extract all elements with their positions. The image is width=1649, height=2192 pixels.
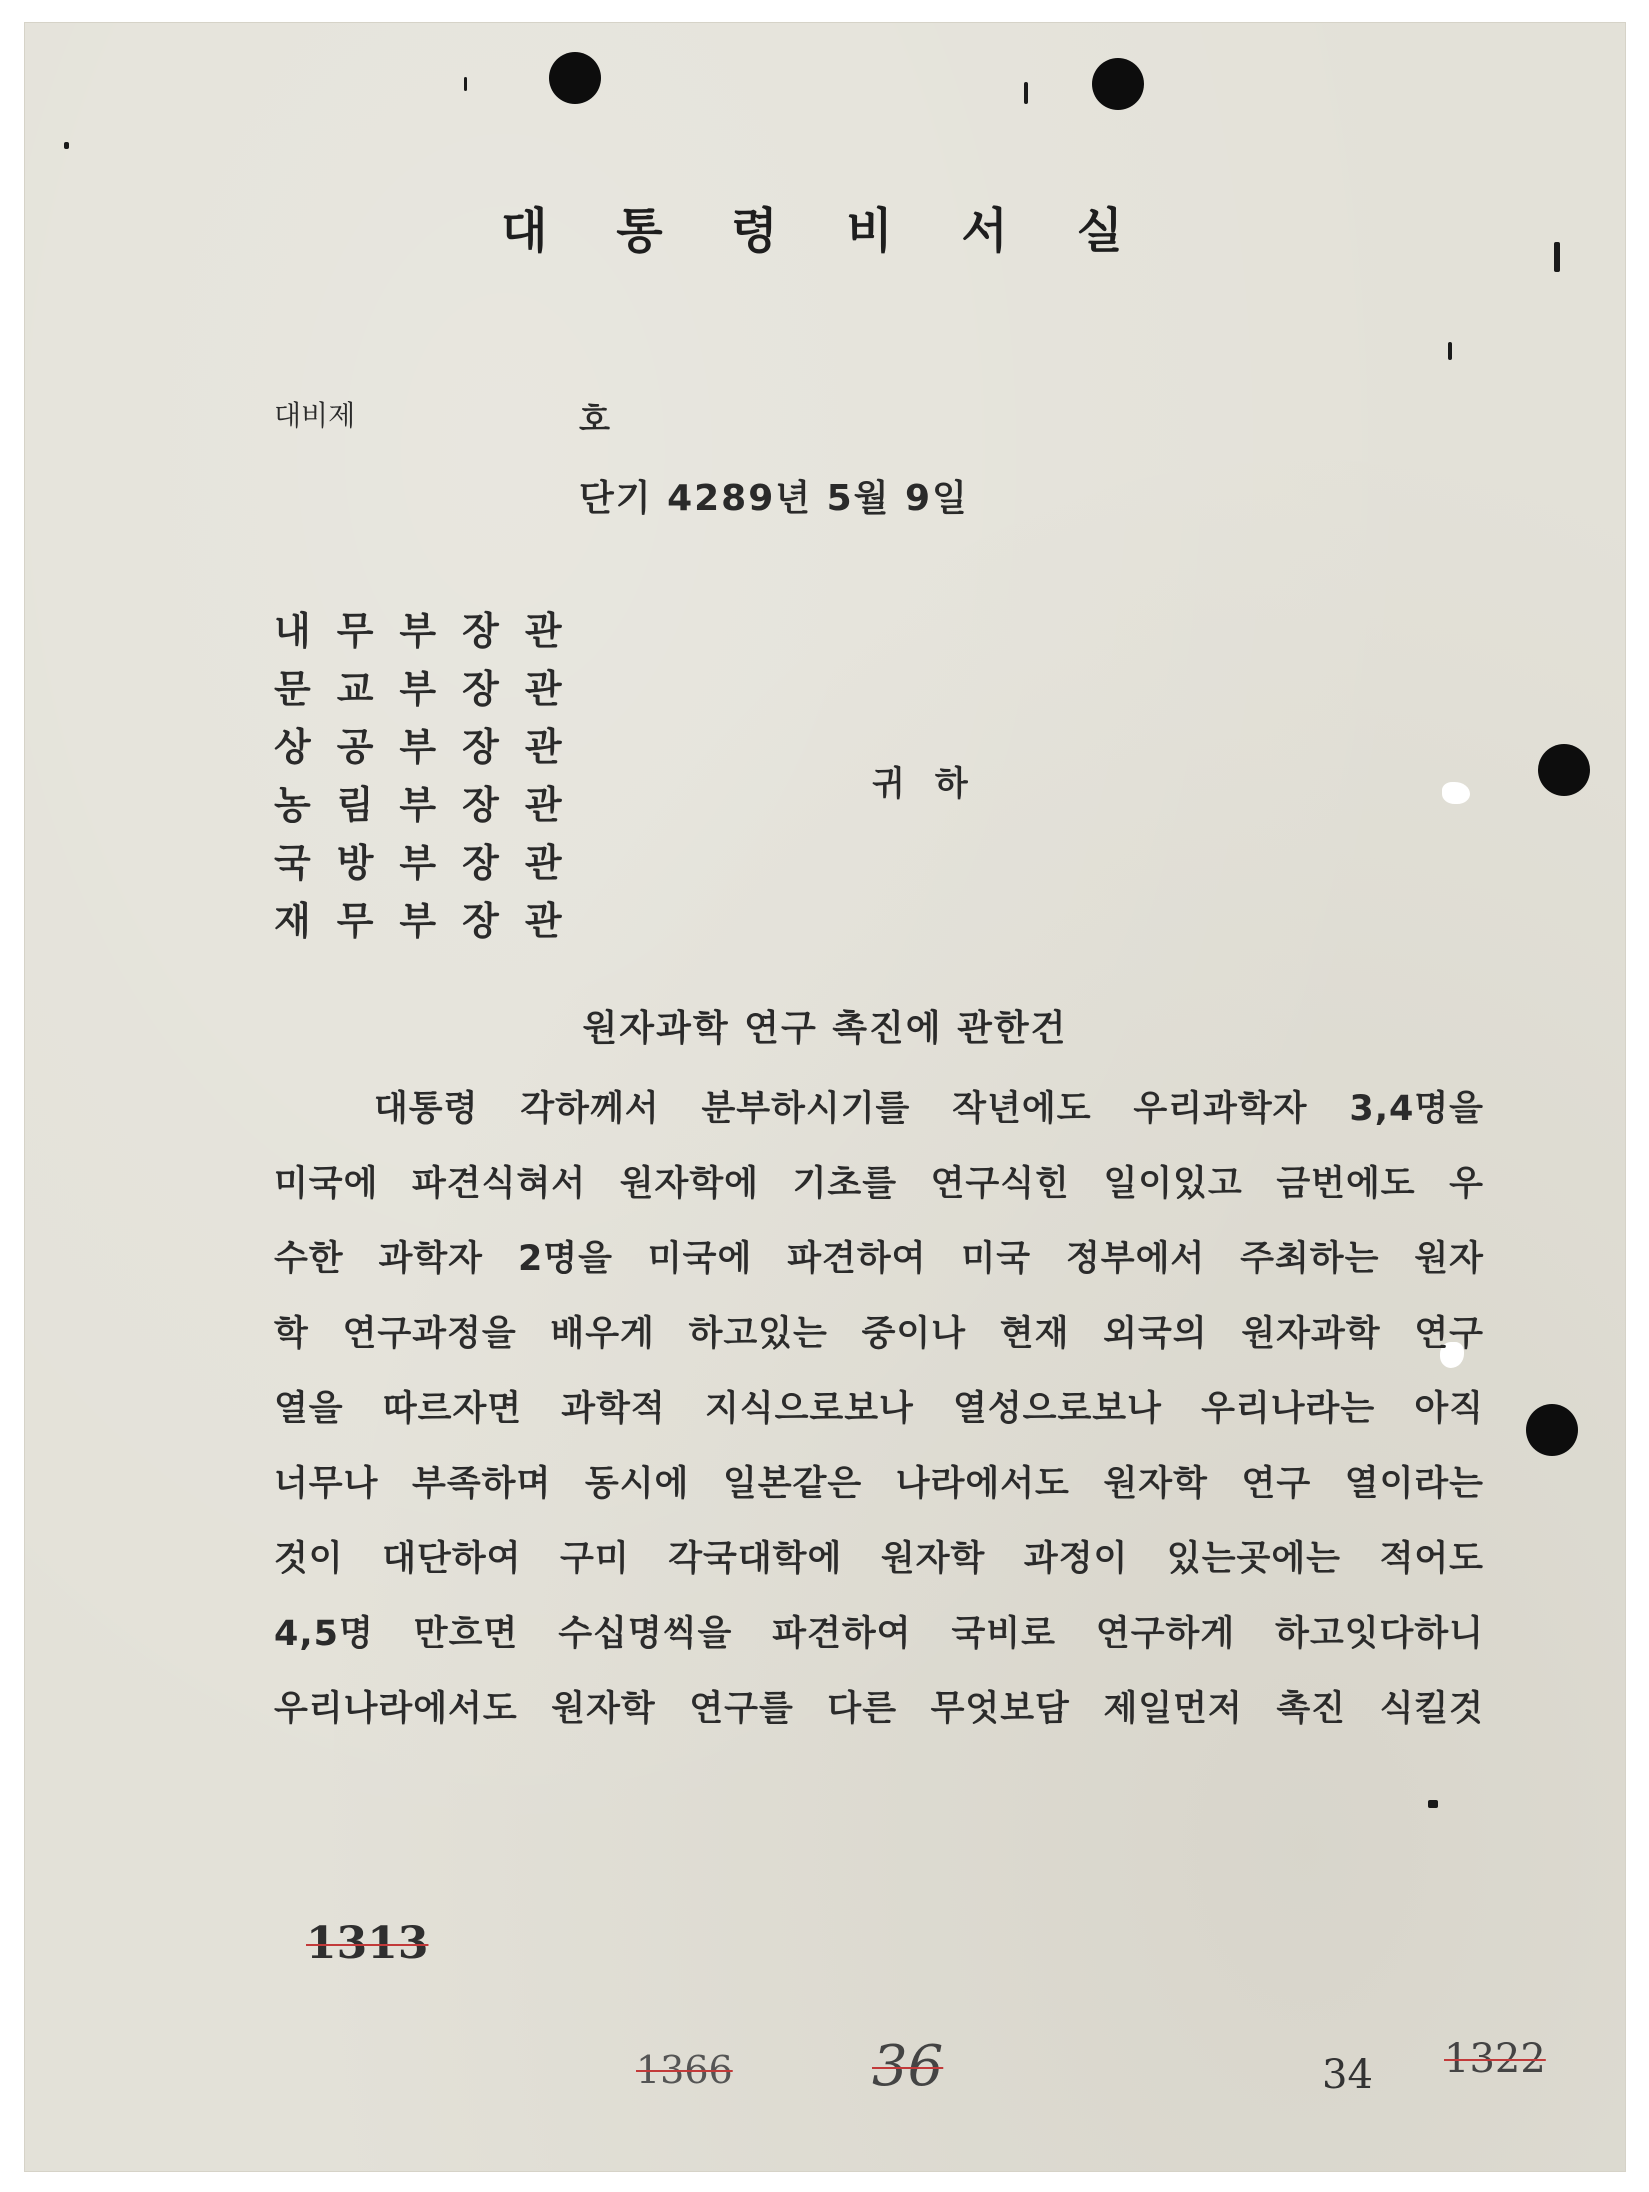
recipient: 내무부장관	[274, 609, 588, 653]
subject-line: 원자과학 연구 촉진에 관한건	[582, 1008, 1068, 1049]
body-line: 4,5명 만흐면 수십명씩을 파견하여 국비로 연구하게 하고잇다하니	[274, 1614, 1484, 1654]
body-line: 미국에 파견식혀서 원자학에 기초를 연구식힌 일이있고 금번에도 우	[274, 1164, 1484, 1204]
body-line: 수한 과학자 2명을 미국에 파견하여 미국 정부에서 주최하는 원자	[274, 1239, 1484, 1279]
punch-hole-right-lower	[1526, 1404, 1578, 1456]
document-date: 단기 4289년 5월 9일	[579, 478, 969, 519]
body-line: 열을 따르자면 과학적 지식으로보나 열성으로보나 우리나라는 아직	[274, 1389, 1484, 1429]
letterhead-title: 대 통 령 비 서 실	[501, 203, 1149, 259]
recipient-list	[274, 602, 588, 950]
document-page	[24, 22, 1626, 2172]
speck	[1024, 82, 1028, 104]
recipient: 상공부장관	[274, 725, 588, 769]
punch-hole-top-left	[549, 52, 601, 104]
document-number-label: 대비제	[274, 399, 356, 432]
punch-hole-right-upper	[1538, 744, 1590, 796]
struck-page-number-center: 1366	[636, 2048, 733, 2092]
speck	[1448, 342, 1452, 360]
handwritten-page-number: 36	[872, 2034, 944, 2099]
document-number-suffix: 호	[579, 400, 610, 438]
recipient: 농림부장관	[274, 783, 588, 827]
body-line: 우리나라에서도 원자학 연구를 다른 무엇보담 제일먼저 촉진 식킬것	[274, 1689, 1484, 1729]
punch-hole-top-right	[1092, 58, 1144, 110]
recipient: 문교부장관	[274, 667, 588, 711]
page-number: 34	[1322, 2052, 1373, 2098]
body-line: 학 연구과정을 배우게 하고있는 중이나 현재 외국의 원자과학 연구	[274, 1314, 1484, 1354]
honorific: 귀하	[872, 764, 998, 804]
struck-page-number-right: 1322	[1444, 2036, 1546, 2082]
speck	[64, 142, 69, 149]
body-line: 대통령 각하께서 분부하시기를 작년에도 우리과학자 3,4명을	[374, 1089, 1484, 1129]
body-line: 너무나 부족하며 동시에 일본같은 나라에서도 원자학 연구 열이라는	[274, 1464, 1484, 1504]
paper-tear	[1442, 782, 1470, 804]
speck	[464, 77, 467, 91]
recipient: 국방부장관	[274, 841, 588, 885]
struck-page-number-left: 1313	[306, 1918, 429, 1969]
speck	[1428, 1800, 1438, 1808]
body-text	[274, 1072, 1484, 1747]
body-line: 것이 대단하여 구미 각국대학에 원자학 과정이 있는곳에는 적어도	[274, 1539, 1484, 1579]
recipient: 재무부장관	[274, 899, 588, 943]
